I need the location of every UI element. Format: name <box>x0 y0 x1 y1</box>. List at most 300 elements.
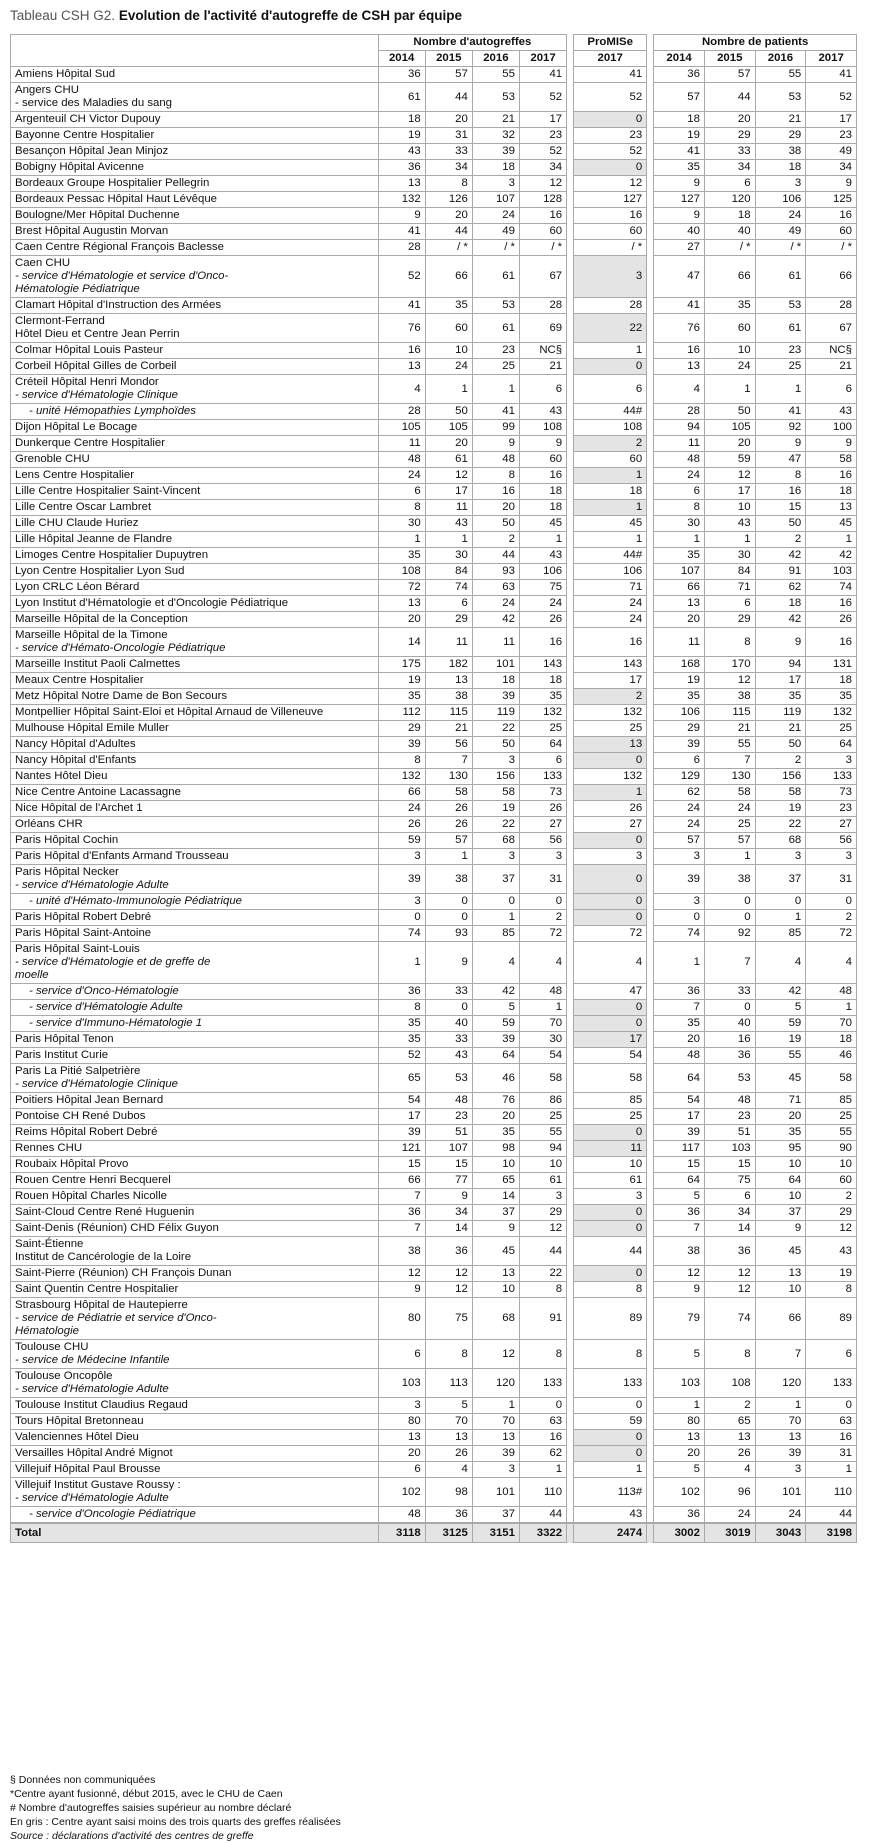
column-gap <box>647 224 654 240</box>
patients-cell: 105 <box>704 420 755 436</box>
patients-cell: 55 <box>755 67 806 83</box>
patients-cell: 13 <box>654 596 705 612</box>
centre-name-line: Caen CHU <box>15 257 71 269</box>
autogreffes-cell: 5 <box>472 1000 519 1016</box>
patients-cell: 6 <box>654 484 705 500</box>
patients-cell: 30 <box>654 516 705 532</box>
table-row <box>11 532 857 548</box>
table-title <box>10 8 462 23</box>
column-gap <box>647 1430 654 1446</box>
autogreffes-cell: 4 <box>519 942 566 984</box>
autogreffes-cell: 8 <box>378 1000 425 1016</box>
column-gap <box>647 1032 654 1048</box>
patients-cell: 19 <box>755 801 806 817</box>
patients-cell: 0 <box>704 1000 755 1016</box>
autogreffes-cell: 13 <box>472 1430 519 1446</box>
autogreffes-cell: 26 <box>378 817 425 833</box>
patients-cell: 49 <box>755 224 806 240</box>
autogreffes-cell: 21 <box>472 112 519 128</box>
column-gap <box>647 436 654 452</box>
autogreffes-cell: 39 <box>472 689 519 705</box>
patients-cell: 76 <box>654 314 705 343</box>
patients-cell: 9 <box>755 628 806 657</box>
patients-cell: 3 <box>755 176 806 192</box>
patients-cell: 48 <box>806 984 857 1000</box>
patients-cell: 18 <box>755 160 806 176</box>
autogreffes-cell: 32 <box>472 128 519 144</box>
autogreffes-cell: 1 <box>425 375 472 404</box>
autogreffes-cell: 0 <box>519 894 566 910</box>
promise-cell: 0 <box>574 1000 647 1016</box>
autogreffes-cell: 107 <box>425 1141 472 1157</box>
column-gap <box>647 612 654 628</box>
autogreffes-cell: 133 <box>519 1369 566 1398</box>
autogreffes-cell: 3 <box>472 1462 519 1478</box>
patients-cell: 4 <box>755 942 806 984</box>
patients-cell: 9 <box>806 436 857 452</box>
header-year-autogreffes: 2014 <box>378 51 425 67</box>
promise-cell: 10 <box>574 1157 647 1173</box>
patients-cell: 60 <box>806 224 857 240</box>
centre-name-line: Marseille Institut Paoli Calmettes <box>15 658 181 670</box>
table-row <box>11 452 857 468</box>
patients-cell: 1 <box>654 1398 705 1414</box>
table-body <box>11 67 857 1524</box>
autogreffes-cell: 93 <box>472 564 519 580</box>
patients-cell: 61 <box>755 256 806 298</box>
patients-cell: 24 <box>654 801 705 817</box>
centre-name-line: Versailles Hôpital André Mignot <box>15 1447 173 1459</box>
autogreffes-cell: 52 <box>378 1048 425 1064</box>
autogreffes-cell: 6 <box>519 753 566 769</box>
patients-cell: 70 <box>806 1016 857 1032</box>
patients-cell: 13 <box>704 1430 755 1446</box>
autogreffes-cell: 10 <box>472 1282 519 1298</box>
centre-name-line: Paris La Pitié Salpetrière <box>15 1065 141 1077</box>
autogreffes-cell: 14 <box>472 1189 519 1205</box>
patients-cell: 7 <box>755 1340 806 1369</box>
autogreffes-cell: 12 <box>425 1266 472 1282</box>
autogreffes-cell: 34 <box>425 1205 472 1221</box>
patients-cell: 23 <box>704 1109 755 1125</box>
autogreffes-cell: 60 <box>519 452 566 468</box>
patients-cell: 19 <box>654 673 705 689</box>
autogreffes-cell: 63 <box>472 580 519 596</box>
table-row <box>11 721 857 737</box>
patients-cell: 2 <box>755 753 806 769</box>
footnote-nc: § Données non communiquées <box>10 1774 156 1786</box>
autogreffes-cell: 37 <box>472 1205 519 1221</box>
column-gap <box>567 1205 574 1221</box>
column-gap <box>567 144 574 160</box>
patients-cell: 91 <box>755 564 806 580</box>
autogreffes-cell: 29 <box>519 1205 566 1221</box>
patients-cell: 34 <box>806 160 857 176</box>
autogreffes-cell: 9 <box>472 436 519 452</box>
patients-cell: 0 <box>704 910 755 926</box>
promise-cell: 17 <box>574 1032 647 1048</box>
autogreffes-cell: 1 <box>425 532 472 548</box>
autogreffes-cell: 11 <box>378 436 425 452</box>
table-row <box>11 817 857 833</box>
centre-name-line: Marseille Hôpital de la Timone <box>15 629 168 641</box>
column-gap <box>567 753 574 769</box>
patients-cell: 57 <box>654 83 705 112</box>
promise-cell: 0 <box>574 865 647 894</box>
patients-cell: 1 <box>806 532 857 548</box>
table-row <box>11 1032 857 1048</box>
table-row <box>11 1340 857 1369</box>
column-gap <box>567 942 574 984</box>
column-gap <box>647 628 654 657</box>
patients-cell: 1 <box>704 849 755 865</box>
patients-cell: 106 <box>755 192 806 208</box>
patients-cell: 35 <box>806 689 857 705</box>
centre-name-cell <box>11 240 379 256</box>
column-gap <box>647 801 654 817</box>
centre-name-line: Saint-Pierre (Réunion) CH François Dunan <box>15 1267 232 1279</box>
header-year-patients: 2017 <box>806 51 857 67</box>
autogreffes-cell: 60 <box>425 314 472 343</box>
centre-name-cell <box>11 314 379 343</box>
column-gap <box>567 689 574 705</box>
autogreffes-cell: 35 <box>378 548 425 564</box>
autogreffes-cell: 60 <box>519 224 566 240</box>
autogreffes-cell: 13 <box>472 1266 519 1282</box>
column-gap <box>567 1282 574 1298</box>
patients-cell: 59 <box>755 1016 806 1032</box>
column-gap <box>567 484 574 500</box>
column-gap <box>567 112 574 128</box>
patients-cell: 66 <box>755 1298 806 1340</box>
autogreffes-cell: 98 <box>425 1478 472 1507</box>
column-gap <box>567 984 574 1000</box>
column-gap <box>567 1141 574 1157</box>
centre-name-line: Institut de Cancérologie de la Loire <box>15 1251 192 1263</box>
column-gap <box>567 910 574 926</box>
autogreffes-cell: 8 <box>519 1282 566 1298</box>
autogreffes-cell: 18 <box>472 160 519 176</box>
centre-name-cell <box>11 753 379 769</box>
autogreffes-cell: 25 <box>519 721 566 737</box>
patients-cell: 50 <box>704 404 755 420</box>
patients-cell: 13 <box>654 1430 705 1446</box>
patients-cell: 62 <box>654 785 705 801</box>
autogreffes-cell: 8 <box>378 753 425 769</box>
autogreffes-cell: 38 <box>425 865 472 894</box>
promise-cell: 16 <box>574 208 647 224</box>
autogreffes-cell: 39 <box>472 1032 519 1048</box>
patients-cell: 10 <box>806 1157 857 1173</box>
centre-name-cell <box>11 224 379 240</box>
autogreffes-cell: 103 <box>378 1369 425 1398</box>
autogreffes-cell: 38 <box>378 1237 425 1266</box>
autogreffes-cell: 45 <box>472 1237 519 1266</box>
patients-cell: 73 <box>806 785 857 801</box>
centre-name-cell <box>11 500 379 516</box>
autogreffes-cell: 41 <box>519 67 566 83</box>
patients-cell: 24 <box>654 817 705 833</box>
centre-name-line: Brest Hôpital Augustin Morvan <box>15 225 169 237</box>
patients-cell: 5 <box>654 1189 705 1205</box>
column-gap <box>647 208 654 224</box>
autogreffes-cell: 3 <box>472 849 519 865</box>
autogreffes-cell: 35 <box>519 689 566 705</box>
patients-cell: 19 <box>755 1032 806 1048</box>
centre-name-line: Boulogne/Mer Hôpital Duchenne <box>15 209 180 221</box>
centre-name-line: Poitiers Hôpital Jean Bernard <box>15 1094 164 1106</box>
promise-cell: 47 <box>574 984 647 1000</box>
centre-name-line: Lyon CRLC Léon Bérard <box>15 581 140 593</box>
header-empty-cell <box>11 51 379 67</box>
centre-name-line: Dijon Hôpital Le Bocage <box>15 421 138 433</box>
centre-name-line: Lyon Institut d'Hématologie et d'Oncologie Pédiatrique <box>15 597 289 609</box>
column-gap <box>567 1093 574 1109</box>
patients-cell: 64 <box>654 1064 705 1093</box>
promise-cell: 132 <box>574 769 647 785</box>
column-gap <box>647 753 654 769</box>
promise-cell: 6 <box>574 375 647 404</box>
patients-cell: 117 <box>654 1141 705 1157</box>
patients-cell: 18 <box>654 112 705 128</box>
patients-cell: 20 <box>654 1032 705 1048</box>
promise-cell: 0 <box>574 160 647 176</box>
patients-cell: 47 <box>755 452 806 468</box>
autogreffes-cell: 4 <box>472 942 519 984</box>
centre-name-line: - service d'Hémato-Oncologie Pédiatrique <box>15 642 226 654</box>
autogreffes-cell: 110 <box>519 1478 566 1507</box>
header-year-patients: 2016 <box>755 51 806 67</box>
autogreffes-cell: 62 <box>519 1446 566 1462</box>
centre-name-cell <box>11 1237 379 1266</box>
promise-cell: 0 <box>574 1266 647 1282</box>
autogreffes-cell: 26 <box>425 817 472 833</box>
patients-cell: 16 <box>806 628 857 657</box>
autogreffes-cell: 75 <box>519 580 566 596</box>
table-row <box>11 1125 857 1141</box>
centre-name-cell <box>11 894 379 910</box>
autogreffes-cell: 4 <box>425 1462 472 1478</box>
promise-cell: 106 <box>574 564 647 580</box>
patients-cell: 68 <box>755 833 806 849</box>
patients-cell: 23 <box>755 343 806 359</box>
table-row <box>11 484 857 500</box>
autogreffes-cell: 7 <box>425 753 472 769</box>
patients-cell: 15 <box>704 1157 755 1173</box>
centre-name-cell <box>11 910 379 926</box>
autogreffes-cell: 41 <box>378 224 425 240</box>
column-gap <box>567 1048 574 1064</box>
autogreffes-cell: 28 <box>378 240 425 256</box>
patients-cell: 45 <box>755 1064 806 1093</box>
centre-name-cell <box>11 208 379 224</box>
column-gap <box>647 1173 654 1189</box>
column-gap <box>567 564 574 580</box>
promise-cell: 22 <box>574 314 647 343</box>
autogreffes-cell: 57 <box>425 67 472 83</box>
centre-name-cell <box>11 926 379 942</box>
autogreffes-cell: 48 <box>519 984 566 1000</box>
patients-cell: 39 <box>654 737 705 753</box>
promise-cell: 45 <box>574 516 647 532</box>
promise-cell: 8 <box>574 1340 647 1369</box>
table-row <box>11 801 857 817</box>
patients-cell: 30 <box>704 548 755 564</box>
patients-cell: 18 <box>806 1032 857 1048</box>
centre-name-cell <box>11 144 379 160</box>
autogreffes-cell: 21 <box>425 721 472 737</box>
table-row <box>11 240 857 256</box>
patients-cell: 71 <box>704 580 755 596</box>
patients-cell: 170 <box>704 657 755 673</box>
column-gap <box>647 112 654 128</box>
column-gap <box>567 1016 574 1032</box>
column-gap <box>567 224 574 240</box>
table-row <box>11 705 857 721</box>
centre-name-line: Corbeil Hôpital Gilles de Corbeil <box>15 360 177 372</box>
centre-name-line: Saint Quentin Centre Hospitalier <box>15 1283 179 1295</box>
table-row <box>11 1221 857 1237</box>
table-row <box>11 1398 857 1414</box>
table-row <box>11 192 857 208</box>
autogreffes-cell: 19 <box>378 673 425 689</box>
centre-name-cell <box>11 468 379 484</box>
promise-cell: 60 <box>574 452 647 468</box>
autogreffes-cell: 1 <box>519 1462 566 1478</box>
centre-name-cell <box>11 628 379 657</box>
patients-cell: 12 <box>704 1282 755 1298</box>
column-gap <box>567 737 574 753</box>
patients-cell: 107 <box>654 564 705 580</box>
patients-cell: 1 <box>755 375 806 404</box>
centre-name-line: Rennes CHU <box>15 1142 83 1154</box>
patients-cell: 24 <box>654 468 705 484</box>
patients-cell: NC§ <box>806 343 857 359</box>
autogreffes-cell: 26 <box>519 612 566 628</box>
patients-cell: 58 <box>806 452 857 468</box>
column-gap <box>567 1000 574 1016</box>
centre-name-line: Paris Hôpital Robert Debré <box>15 911 152 923</box>
centre-name-cell <box>11 1125 379 1141</box>
footnote-hash: # Nombre d'autogreffes saisies supérieur au nombre déclaré <box>10 1802 292 1814</box>
column-gap <box>567 657 574 673</box>
centre-name-line: Bordeaux Pessac Hôpital Haut Lévêque <box>15 193 217 205</box>
patients-cell: 156 <box>755 769 806 785</box>
centre-name-line: Nice Centre Antoine Lacassagne <box>15 786 181 798</box>
autogreffes-cell: 24 <box>378 801 425 817</box>
patients-cell: 85 <box>755 926 806 942</box>
autogreffes-cell: 3 <box>519 1189 566 1205</box>
column-gap <box>567 548 574 564</box>
autogreffes-cell: 17 <box>378 1109 425 1125</box>
promise-cell: 0 <box>574 894 647 910</box>
patients-cell: 7 <box>704 753 755 769</box>
patients-cell: 0 <box>755 894 806 910</box>
patients-cell: 60 <box>704 314 755 343</box>
patients-cell: 36 <box>704 1237 755 1266</box>
centre-name-cell <box>11 612 379 628</box>
autogreffes-cell: 17 <box>425 484 472 500</box>
centre-name-line: - unité Hémopathies Lymphoïdes <box>29 405 196 417</box>
autogreffes-cell: 133 <box>519 769 566 785</box>
autogreffes-cell: 119 <box>472 705 519 721</box>
centre-name-cell <box>11 1446 379 1462</box>
patients-cell: 48 <box>704 1093 755 1109</box>
autogreffes-cell: 1 <box>472 910 519 926</box>
autogreffes-cell: 12 <box>472 1340 519 1369</box>
promise-cell: 13 <box>574 737 647 753</box>
patients-cell: 9 <box>654 1282 705 1298</box>
column-gap <box>567 1173 574 1189</box>
autogreffes-cell: 36 <box>425 1237 472 1266</box>
autogreffes-cell: 112 <box>378 705 425 721</box>
patients-cell: 3 <box>654 894 705 910</box>
patients-cell: 33 <box>704 984 755 1000</box>
patients-cell: 16 <box>654 343 705 359</box>
autogreffes-cell: 52 <box>519 144 566 160</box>
autogreffes-cell: 36 <box>378 67 425 83</box>
column-gap <box>647 849 654 865</box>
patients-cell: 53 <box>755 298 806 314</box>
patients-cell: 17 <box>755 673 806 689</box>
centre-name-cell <box>11 420 379 436</box>
patients-cell: 15 <box>654 1157 705 1173</box>
patients-cell: 5 <box>654 1340 705 1369</box>
patients-cell: 38 <box>755 144 806 160</box>
patients-cell: 24 <box>755 1507 806 1524</box>
column-gap <box>567 343 574 359</box>
patients-cell: 8 <box>806 1282 857 1298</box>
patients-cell: 27 <box>654 240 705 256</box>
promise-cell: 12 <box>574 176 647 192</box>
patients-cell: 100 <box>806 420 857 436</box>
autogreffes-cell: 25 <box>472 359 519 375</box>
column-gap <box>567 468 574 484</box>
centre-name-line: Dunkerque Centre Hospitalier <box>15 437 166 449</box>
patients-cell: 37 <box>755 865 806 894</box>
column-gap <box>647 359 654 375</box>
autogreffes-cell: 13 <box>425 1430 472 1446</box>
centre-name-line: Saint-Étienne <box>15 1238 84 1250</box>
autogreffes-cell: 34 <box>519 160 566 176</box>
patients-cell: 9 <box>755 1221 806 1237</box>
autogreffes-cell: 126 <box>425 192 472 208</box>
table-row <box>11 849 857 865</box>
patients-cell: 37 <box>755 1205 806 1221</box>
patients-cell: 35 <box>654 160 705 176</box>
patients-cell: 101 <box>755 1478 806 1507</box>
table-row <box>11 1157 857 1173</box>
promise-cell: 59 <box>574 1414 647 1430</box>
patients-cell: 1 <box>654 532 705 548</box>
header-empty-cell <box>11 35 379 51</box>
centre-name-line: Toulouse Oncopôle <box>15 1370 113 1382</box>
centre-name-cell <box>11 1462 379 1478</box>
autogreffes-cell: 58 <box>472 785 519 801</box>
column-gap <box>647 1369 654 1398</box>
table-row <box>11 176 857 192</box>
patients-cell: 10 <box>755 1282 806 1298</box>
centre-name-cell <box>11 1340 379 1369</box>
patients-cell: 56 <box>806 833 857 849</box>
autogreffes-cell: 20 <box>425 208 472 224</box>
patients-cell: 1 <box>755 910 806 926</box>
autogreffes-cell: 143 <box>519 657 566 673</box>
table-row <box>11 516 857 532</box>
patients-cell: 89 <box>806 1298 857 1340</box>
centre-name-line: - service d'Hématologie et de greffe de <box>15 956 211 968</box>
autogreffes-cell: 48 <box>378 1507 425 1524</box>
